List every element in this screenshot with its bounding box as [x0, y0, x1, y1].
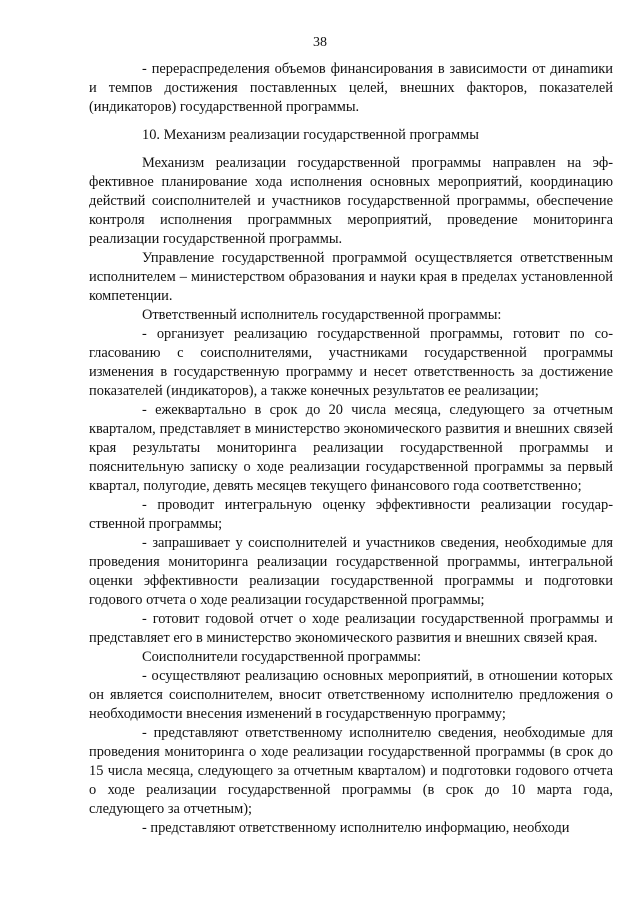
list-item-quarterly-report: - ежеквартально в срок до 20 числа месяца, следующего за отчетным кварталом, представляет в министерство экономического развития и внешних связей края результаты мониторинга реализации государственной программы и пояснительную записку о ходе реализации государственной программы за первый квартал, полугодие, девять месяцев текущего финансового года соответственно; [89, 402, 613, 494]
section-heading: 10. Механизм реализации государственной программы [142, 127, 479, 143]
paragraph-responsible-executor-intro: Ответственный исполнитель государственной программы: [142, 307, 502, 323]
list-item-integral-assessment: - проводит интегральную оценку эффективности реализации государственной программы; [89, 497, 613, 532]
list-item-annual-report: - готовит годовой отчет о ходе реализации государственной программы и представляет его в министерство экономического развития и внешних связей края. [89, 611, 613, 646]
page-number: 38 [313, 35, 327, 50]
list-item-submit-monitoring-info: - представляют ответственному исполнителю сведения, необходимые для проведения мониторинга о ходе реализации государственной программы (в срок до 15 числа месяца, следующего за отчетным кварталом) и подготовки годового отчета о ходе реализации государственной программы (в срок до 10 марта года, следующего за отчетным); [89, 725, 613, 817]
list-item-requests-information: - запрашивает у соисполнителей и участников сведения, необходимые для проведения мониторинга реализации государственной программы, интегральной оценки эффективности реализации государственной программы и подготовки годового отчета о ходе реализации государственной программы; [89, 535, 613, 608]
list-item-submit-information: - представляют ответственному исполнителю информацию, необходи [142, 820, 570, 836]
list-item-organizes: - организует реализацию государственной программы, готовит по согласованию с соисполнителями, участниками государственной программы изменения в государственную программу и несет ответственность за достижение показателей (индикаторов), а также конечных результатов ее реализации; [89, 326, 613, 399]
list-item-implement-activities: - осуществляют реализацию основных мероприятий, в отношении которых он является соисполнителем, вносит ответственному исполнителю предложения о необходимости внесения изменений в государственную программу; [89, 668, 613, 722]
paragraph-mechanism: Механизм реализации государственной программы направлен на эффективное планирование хода исполнения основных мероприятий, координацию действий соисполнителей и участников государственной программы, обеспечение контроля исполнения программных мероприятий, проведение мониторинга реализации государственной программы. [89, 155, 613, 247]
paragraph-funding-redistribution: - перераспределения объемов финансирования в зависимости от динаmики и темпов достижения поставленных целей, внешних факторов, показателей (индикаторов) государственной программы. [89, 61, 613, 115]
paragraph-management: Управление государственной программой осуществляется ответственным исполнителем – министерством образования и науки края в пределах установленной компетенции. [89, 250, 613, 304]
document-body [89, 60, 613, 838]
paragraph-coexecutors-intro: Соисполнители государственной программы: [142, 649, 421, 665]
